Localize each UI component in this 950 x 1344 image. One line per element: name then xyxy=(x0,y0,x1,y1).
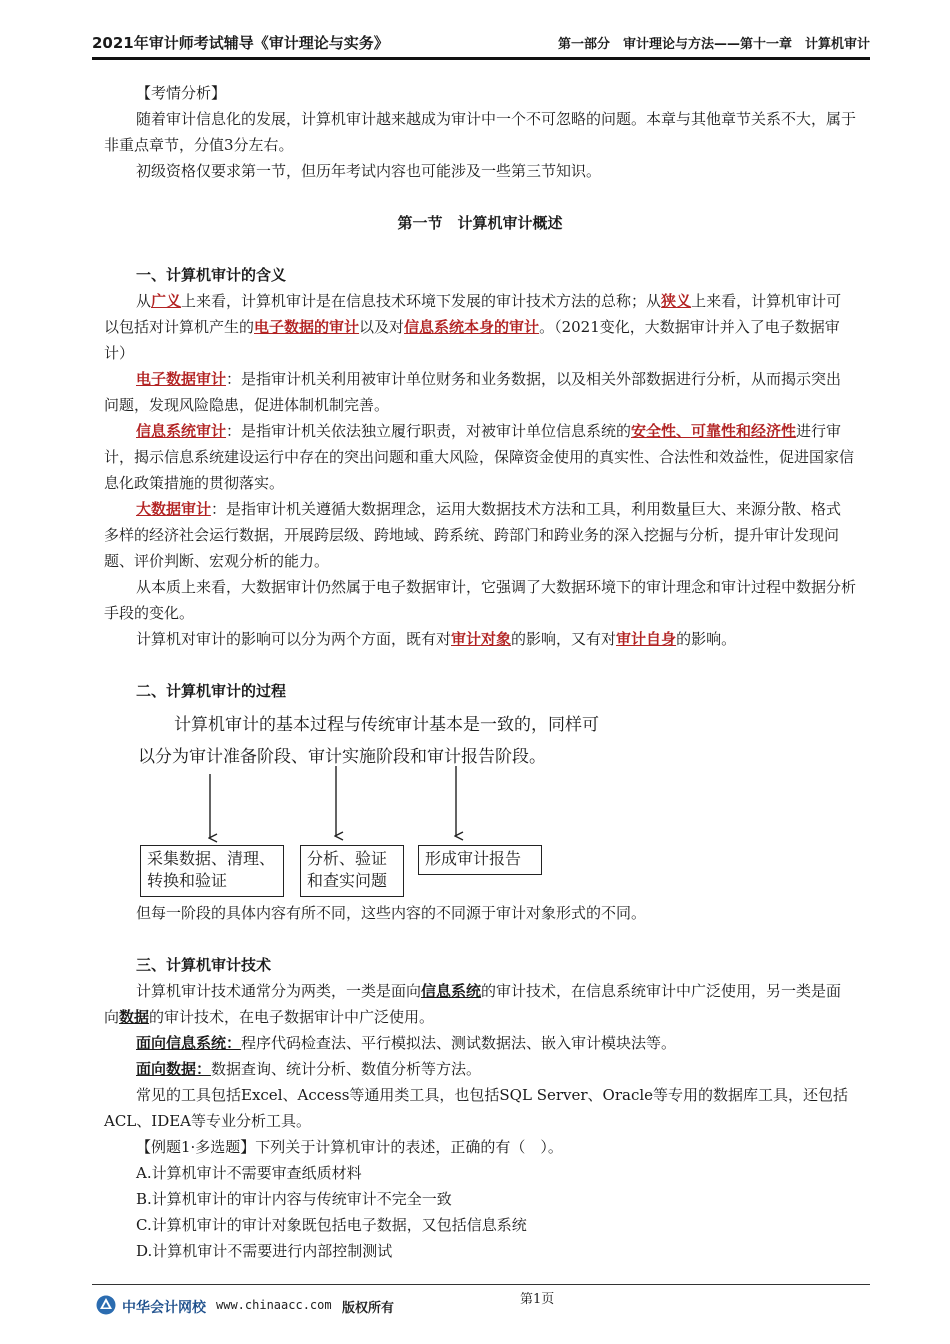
s3-tools: 常见的工具包括Excel、Access等通用类工具，也包括SQL Server、Oracle等专用的数据库工具，还包括ACL、IDEA等专业分析工具。 xyxy=(104,1086,849,1130)
bigdata-definition: 大数据审计：是指审计机关遵循大数据理念，运用大数据技术方法和工具，利用数量巨大、来源分散、格式多样的经济社会运行数据，开展跨层级、跨地域、跨系统、跨部门和跨业务的深入挖掘与分析，提升审计发现问题、评价判断、宏观分析的能力。 xyxy=(104,500,842,570)
header-divider xyxy=(92,57,870,60)
data-term: 面向数据： xyxy=(136,1060,212,1078)
intro-paragraph-2: 初级资格仅要求第一节，但历年考试内容也可能涉及一些第三节知识。 xyxy=(136,162,602,180)
s1-definition: 从广义上来看，计算机审计是在信息技术环境下发展的审计技术方法的总称；从狭义上来看，计算机审计可以包括对计算机产生的电子数据的审计以及对信息系统本身的审计。（2021变化，大数据审计并入了电子数据审计） xyxy=(104,292,842,362)
edata-term: 电子数据审计 xyxy=(136,370,227,388)
header-title: 2021年审计师考试辅导《审计理论与实务》 xyxy=(92,34,389,52)
s3-data-methods: 面向数据：数据查询、统计分析、数值分析等方法。 xyxy=(136,1060,482,1078)
diagram-line-1: 计算机审计的基本过程与传统审计基本是一致的，同样可 xyxy=(174,715,599,735)
brand-logo-icon xyxy=(96,1295,116,1315)
essence-paragraph: 从本质上来看，大数据审计仍然属于电子数据审计，它强调了大数据环境下的审计理念和审计过程中数据分析手段的变化。 xyxy=(104,578,857,622)
term-isys-audit: 信息系统本身的审计 xyxy=(404,318,540,336)
s2-heading: 二、计算机审计的过程 xyxy=(136,682,287,700)
diagram-line-2: 以分为审计准备阶段、审计实施阶段和审计报告阶段。 xyxy=(138,747,546,767)
footer-url[interactable]: www.chinaacc.com xyxy=(216,1298,332,1312)
footer-copyright: 版权所有 xyxy=(342,1301,395,1316)
footer-divider xyxy=(92,1284,870,1285)
impact-paragraph: 计算机对审计的影响可以分为两个方面，既有对审计对象的影响，又有对审计自身的影响。 xyxy=(136,630,737,648)
term-broad: 广义 xyxy=(151,292,182,310)
term-audit-object: 审计对象 xyxy=(451,630,512,648)
term-data: 数据 xyxy=(119,1008,150,1026)
s2-after: 但每一阶段的具体内容有所不同，这些内容的不同源于审计对象形式的不同。 xyxy=(136,904,647,922)
page-header xyxy=(92,30,870,54)
isys-definition: 信息系统审计：是指审计机关依法独立履行职责，对被审计单位信息系统的安全性、可靠性和经济性进行审计，揭示信息系统建设运行中存在的突出问题和重大风险，保障资金使用的真实性、合法性和效益性，促进国家信息化政策措施的贯彻落实。 xyxy=(104,422,855,492)
example-option-c: C.计算机审计的审计对象既包括电子数据，又包括信息系统 xyxy=(136,1216,527,1234)
example-option-d: D.计算机审计不需要进行内部控制测试 xyxy=(136,1242,393,1260)
page-body xyxy=(104,80,856,1264)
intro-title: 【考情分析】 xyxy=(136,84,227,102)
isys-highlight: 安全性、可靠性和经济性 xyxy=(631,422,797,440)
system-term: 面向信息系统： xyxy=(136,1034,242,1052)
isys-term: 信息系统审计 xyxy=(136,422,227,440)
s3-system-methods: 面向信息系统：程序代码检查法、平行模拟法、测试数据法、嵌入审计模块法等。 xyxy=(136,1034,677,1052)
term-info-system: 信息系统 xyxy=(421,982,482,1000)
example-option-b: B.计算机审计的审计内容与传统审计不完全一致 xyxy=(136,1190,452,1208)
footer-brand: 中华会计网校 xyxy=(122,1300,206,1316)
term-audit-self: 审计自身 xyxy=(616,630,677,648)
intro-paragraph-1: 随着审计信息化的发展，计算机审计越来越成为审计中一个不可忽略的问题。本章与其他章节关系不大，属于非重点章节，分值3分左右。 xyxy=(104,110,857,154)
section-title: 第一节 计算机审计概述 xyxy=(397,214,563,232)
stage-box-1: 采集数据、清理、 转换和验证 xyxy=(140,845,284,897)
term-edata-audit: 电子数据的审计 xyxy=(254,318,360,336)
s1-heading: 一、计算机审计的含义 xyxy=(136,266,287,284)
header-chapter: 第一部分 审计理论与方法——第十一章 计算机审计 xyxy=(557,37,870,52)
example-option-a: A.计算机审计不需要审查纸质材料 xyxy=(136,1164,362,1182)
page-number: 第1页 xyxy=(520,1292,555,1307)
term-narrow: 狭义 xyxy=(661,292,692,310)
process-diagram xyxy=(104,706,856,890)
bigdata-term: 大数据审计 xyxy=(136,500,212,518)
stage-box-3: 形成审计报告 xyxy=(418,845,542,875)
example-title: 【例题1·多选题】下列关于计算机审计的表述，正确的有（ ）。 xyxy=(136,1138,563,1156)
s3-heading: 三、计算机审计技术 xyxy=(136,956,272,974)
edata-definition: 电子数据审计：是指审计机关利用被审计单位财务和业务数据，以及相关外部数据进行分析，从而揭示突出问题，发现风险隐患，促进体制机制完善。 xyxy=(104,370,842,414)
s3-intro: 计算机审计技术通常分为两类，一类是面向信息系统的审计技术，在信息系统审计中广泛使用，另一类是面向数据的审计技术，在电子数据审计中广泛使用。 xyxy=(104,982,842,1026)
stage-box-2: 分析、验证 和查实问题 xyxy=(300,845,404,897)
